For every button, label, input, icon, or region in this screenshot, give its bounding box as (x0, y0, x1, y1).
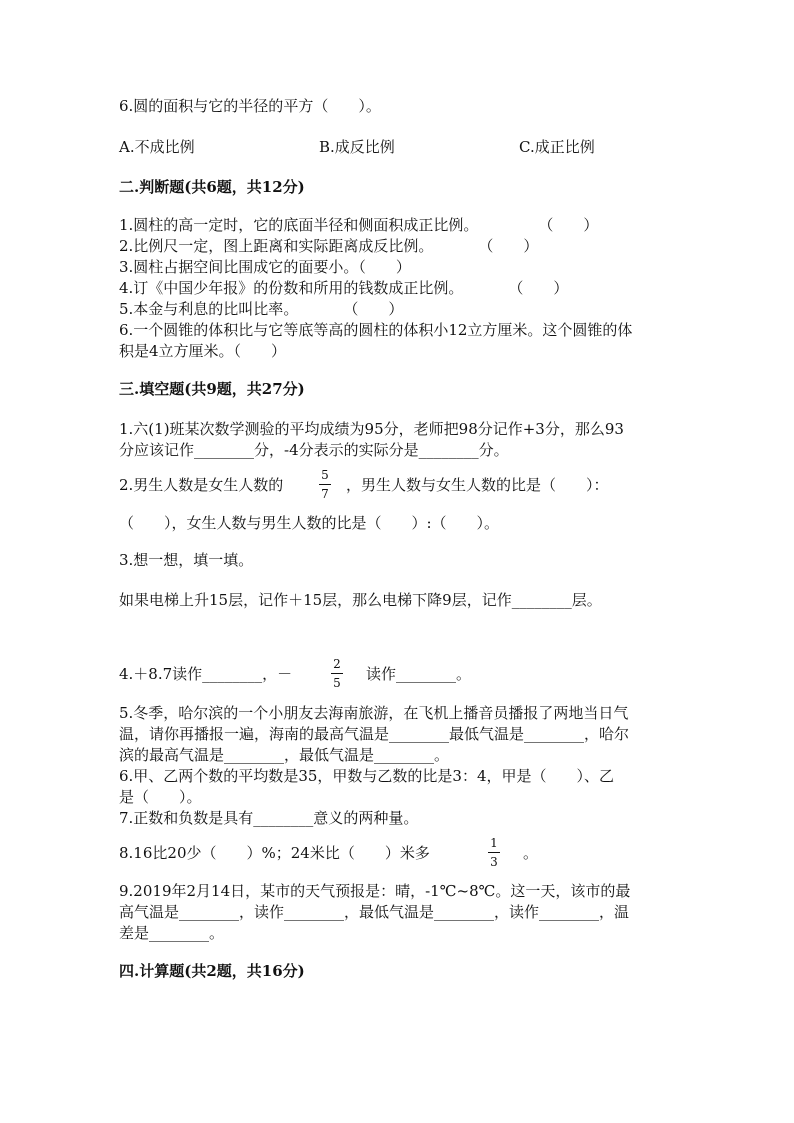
option-c: C.成正比例 (519, 138, 595, 156)
fill-q2-fraction (319, 468, 331, 501)
fill-q5-line1: 5.冬季，哈尔滨的一个小朋友去海南旅游，在飞机上播音员播报了两地当日气 (119, 704, 629, 722)
fraction-numerator: 2 (333, 657, 341, 671)
judge-item-4: 4.订《中国少年报》的份数和所用的钱数成正比例。 （ ） (119, 279, 569, 297)
fill-q6-line1: 6.甲、乙两个数的平均数是35，甲数与乙数的比是3：4，甲是（ ）、乙 (119, 767, 614, 785)
fraction-denominator: 7 (321, 487, 329, 501)
fill-q2-pre: 2.男生人数是女生人数的 (119, 476, 284, 494)
fill-q1-line1: 1.六(1)班某次数学测验的平均成绩为95分，老师把98分记作+3分，那么93 (119, 420, 624, 438)
judge-item-1: 1.圆柱的高一定时，它的底面半径和侧面积成正比例。 （ ） (119, 216, 599, 234)
fill-q9-line1: 9.2019年2月14日，某市的天气预报是：晴，-1℃~8℃。这一天，该市的最 (119, 882, 631, 900)
fraction-bar (331, 673, 343, 674)
judge-item-2: 2.比例尺一定，图上距离和实际距离成反比例。 （ ） (119, 237, 539, 255)
judge-item-6-line1: 6.一个圆锥的体积比与它等底等高的圆柱的体积小12立方厘米。这个圆锥的体 (119, 321, 633, 339)
fill-q4-pre: 4.＋8.7读作________，－ (119, 665, 293, 683)
fraction-bar (488, 852, 500, 853)
fraction-denominator: 3 (490, 855, 498, 869)
fill-q8-fraction (488, 836, 500, 869)
fill-q7: 7.正数和负数是具有________意义的两种量。 (119, 809, 419, 827)
section-3-heading: 三.填空题(共9题，共27分) (119, 380, 305, 398)
fill-q8-post: 。 (523, 844, 539, 862)
fraction-denominator: 5 (333, 676, 341, 690)
fill-q9-line3: 差是________。 (119, 924, 225, 942)
fill-q8-pre: 8.16比20少（ ）%；24米比（ ）米多 (119, 844, 430, 862)
fraction-bar (319, 484, 331, 485)
fill-q2-line2: （ ），女生人数与男生人数的比是（ ）:（ ）。 (119, 514, 500, 532)
judge-item-5: 5.本金与利息的比叫比率。 （ ） (119, 300, 404, 318)
fill-q2-post: ，男生人数与女生人数的比是（ ）： (346, 476, 609, 494)
fill-q3-line2: 如果电梯上升15层，记作＋15层，那么电梯下降9层，记作________层。 (119, 591, 602, 609)
fill-q4-fraction (331, 657, 343, 690)
fill-q1-line2: 分应该记作________分，-4分表示的实际分是________分。 (119, 441, 509, 459)
judge-item-3: 3.圆柱占据空间比围成它的面要小。（ ） (119, 258, 411, 276)
option-b: B.成反比例 (319, 138, 395, 156)
fill-q6-line2: 是（ ）。 (119, 788, 202, 806)
section-2-heading: 二.判断题(共6题，共12分) (119, 178, 305, 196)
fill-q4-post: 读作________。 (366, 665, 472, 683)
judge-item-6-line2: 积是4立方厘米。（ ） (119, 342, 287, 360)
fraction-numerator: 1 (490, 836, 498, 850)
question-6-mc: 6.圆的面积与它的半径的平方（ ）。 (119, 97, 381, 115)
fill-q3-line1: 3.想一想，填一填。 (119, 551, 254, 569)
fill-q5-line3: 滨的最高气温是________，最低气温是________。 (119, 746, 450, 764)
fraction-numerator: 5 (321, 468, 329, 482)
fill-q9-line2: 高气温是________，读作________，最低气温是________，读作________，温 (119, 903, 630, 921)
option-a: A.不成比例 (119, 138, 195, 156)
fill-q5-line2: 温，请你再播报一遍，海南的最高气温是________最低气温是________，哈尔 (119, 725, 630, 743)
section-4-heading: 四.计算题(共2题，共16分) (119, 962, 305, 980)
